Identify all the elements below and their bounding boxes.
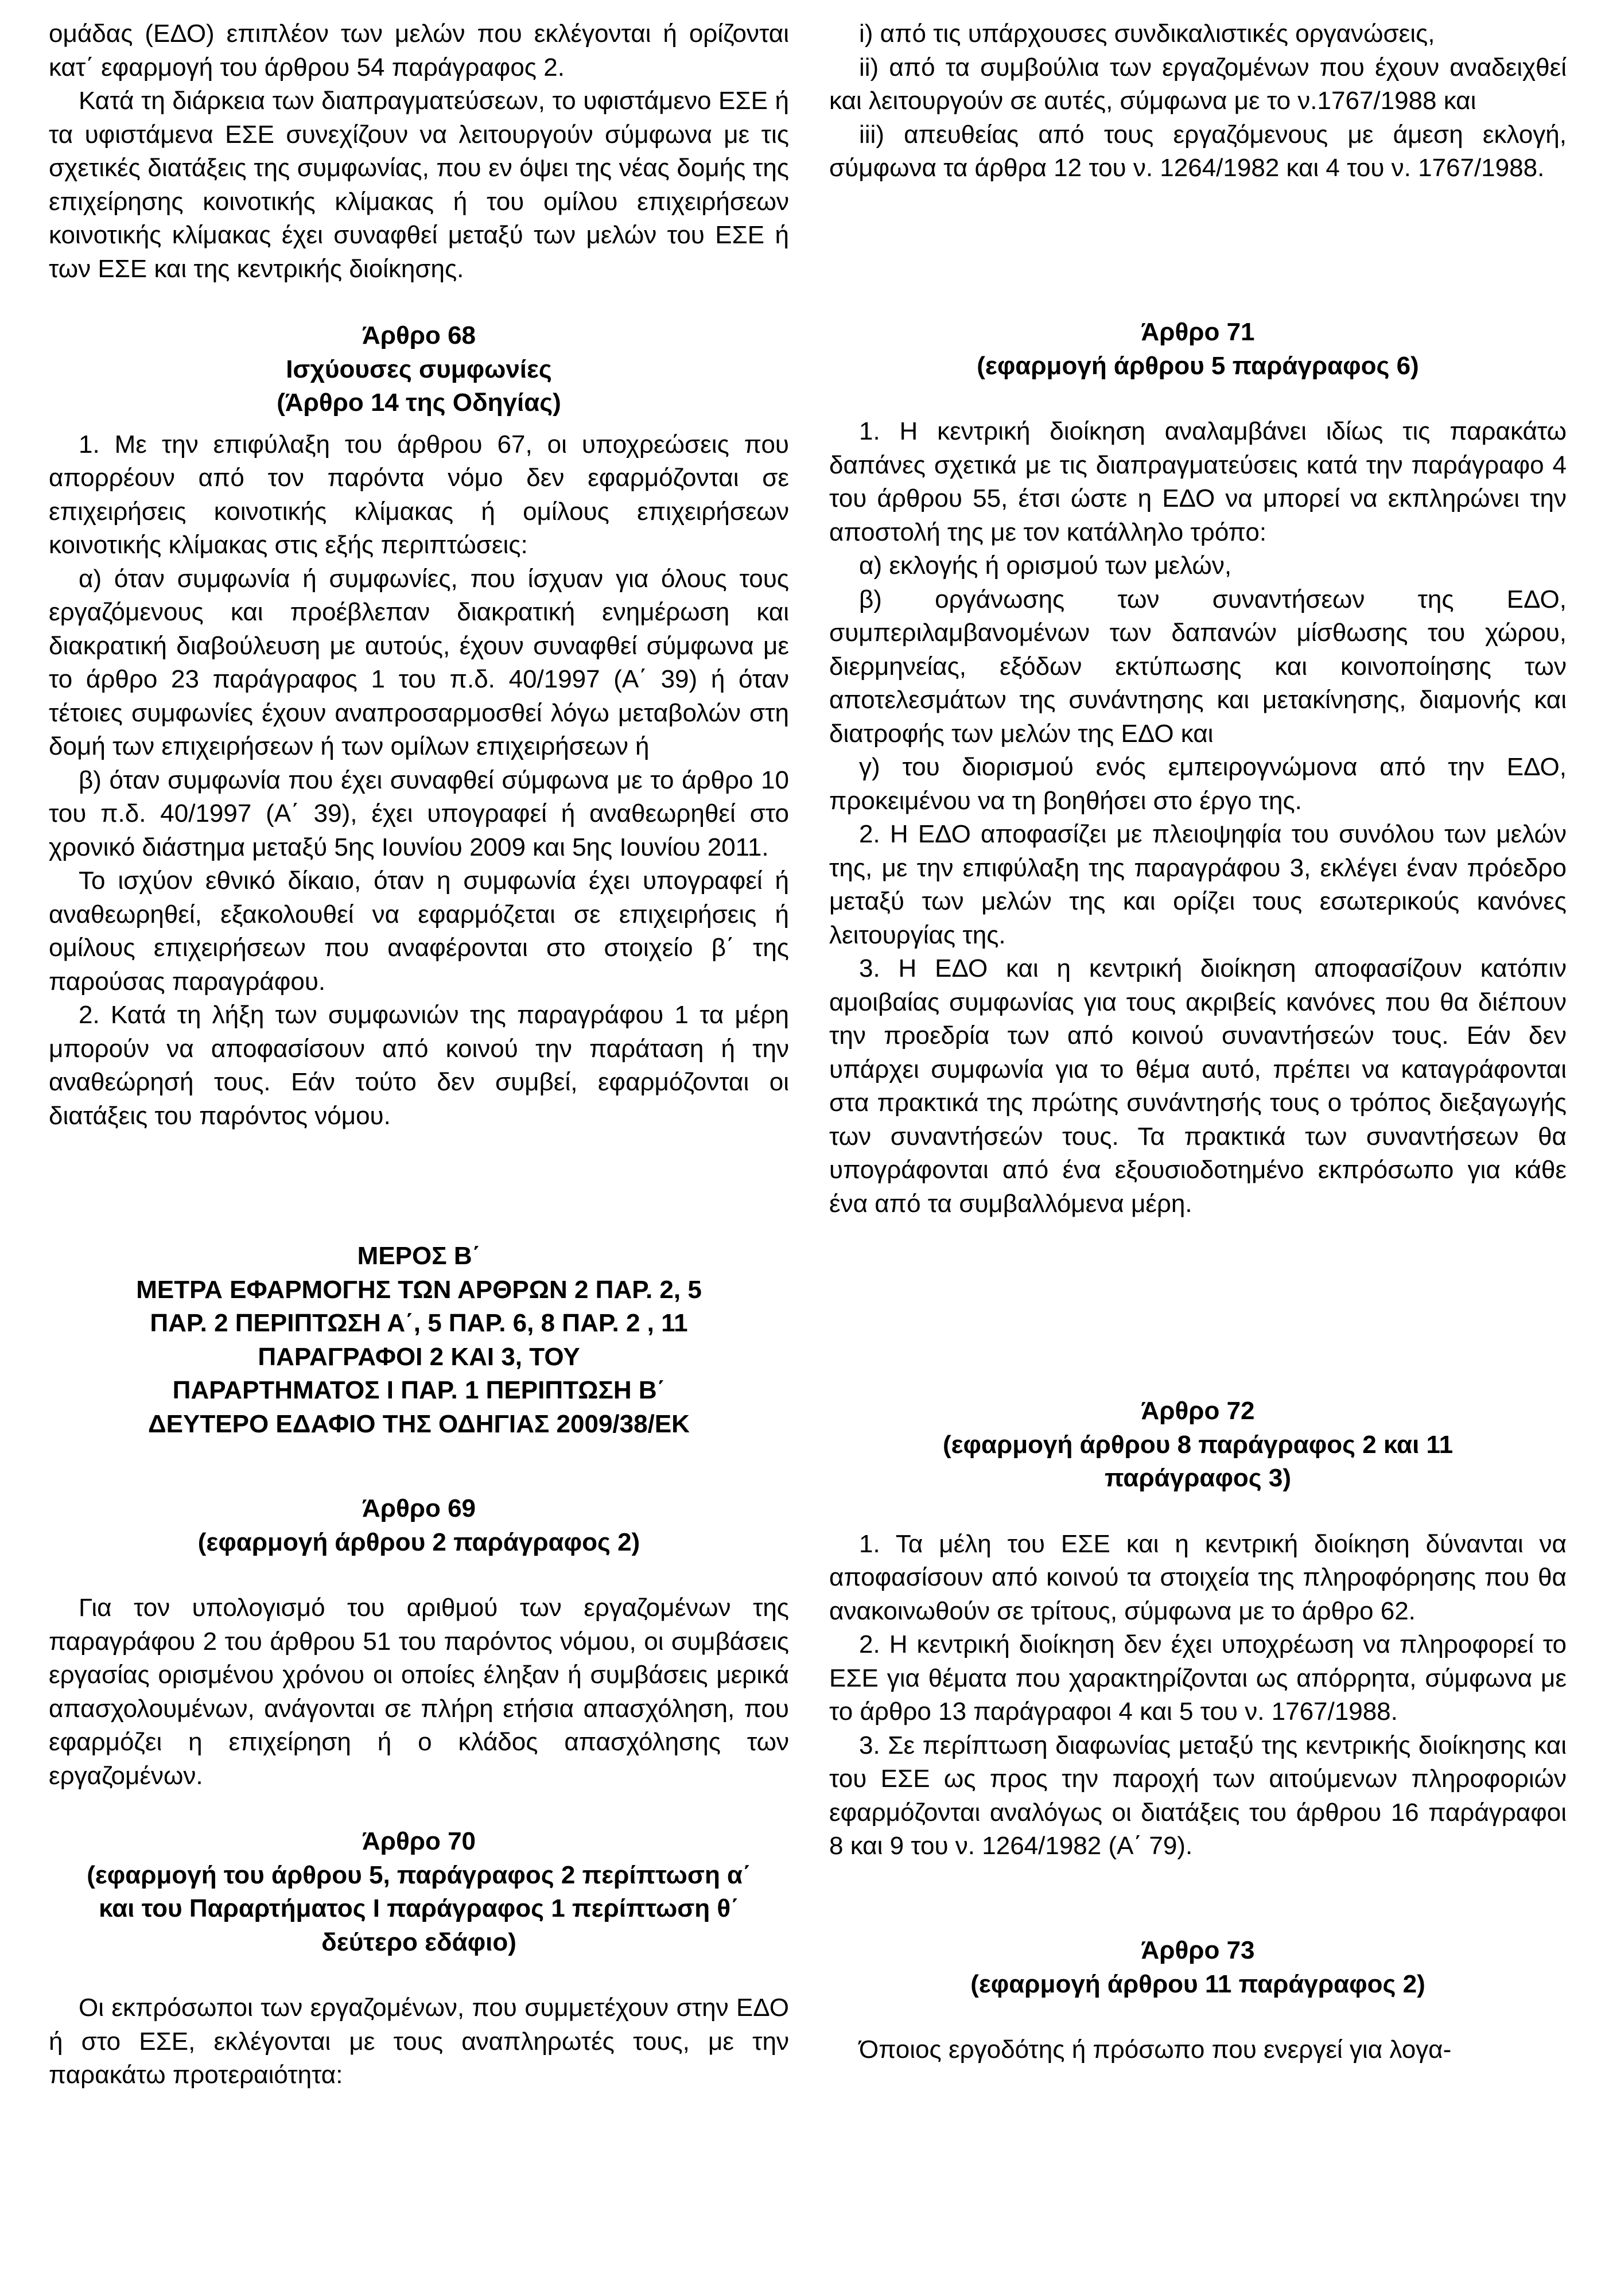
article-title: Άρθρο 69 (362, 1494, 476, 1522)
article-reference: (Άρθρο 14 της Οδηγίας) (277, 389, 561, 417)
paragraph: 3. Σε περίπτωση διαφωνίας μεταξύ της κεντρικής διοίκησης και του ΕΣΕ ως προς την παροχή των αιτούμενων πληροφοριών εφαρμόζονται αναλόγως οι διατάξεις του άρθρου 16 παράγραφοι 8 και 9 του ν. 1264/1982 (Α΄ 79). (829, 1731, 1567, 1860)
article-title: Άρθρο 70 (362, 1827, 476, 1855)
article-subtitle: Ισχύουσες συμφωνίες (286, 355, 552, 383)
article-reference: (εφαρμογή άρθρου 11 παράγραφος 2) (970, 1969, 1425, 1998)
paragraph: β) οργάνωσης των συναντήσεων της ΕΔΟ, συμπεριλαμβανομένων των δαπανών μίσθωσης του χώρου, διερμηνείας, εξόδων εκτύπωσης και κοινοποίησης των αποτελεσμάτων της συνάντησης και μετακίνησης, διαμονής και διατροφής των μελών της ΕΔΟ και (829, 585, 1567, 748)
part-title: ΜΕΡΟΣ Β΄ (357, 1242, 481, 1270)
article-reference: (εφαρμογή άρθρου 2 παράγραφος 2) (197, 1528, 640, 1556)
paragraph: 1. Με την επιφύλαξη του άρθρου 67, οι υποχρεώσεις που απορρέουν από τον παρόντα νόμο δεν εφαρμόζονται σε επιχειρήσεις κοινοτικής κλίμακας ή ομίλους επιχειρήσεων κοινοτικής κλίμακας στις εξής περιπτώσεις: (49, 430, 789, 559)
paragraph: Για τον υπολογισμό του αριθμού των εργαζομένων της παραγράφου 2 του άρθρου 51 του παρόντος νόμου, οι συμβάσεις εργασίας ορισμένου χρόνου οι οποίες έληξαν ή συμβάσεις μερικά απασχολουμένων, ανάγονται σε πλήρη ετήσια απασχόληση, που εφαρμόζει η επιχείρηση ή ο κλάδος απασχόλησης των εργαζομένων. (49, 1594, 789, 1790)
part-heading-line: ΔΕΥΤΕΡΟ ΕΔΑΦΙΟ ΤΗΣ ΟΔΗΓΙΑΣ 2009/38/ΕΚ (148, 1409, 690, 1438)
paragraph: 1. Τα μέλη του ΕΣΕ και η κεντρική διοίκηση δύνανται να αποφασίσουν από κοινού τα στοιχεία της πληροφόρησης που θα ανακοινωθούν σε τρίτους, σύμφωνα με το άρθρο 62. (829, 1529, 1567, 1625)
paragraph: Όποιος εργοδότης ή πρόσωπο που ενεργεί για λογα- (859, 2035, 1452, 2064)
article-reference-line: (εφαρμογή άρθρου 8 παράγραφος 2 και 11 (942, 1430, 1454, 1459)
paragraph: 1. Η κεντρική διοίκηση αναλαμβάνει ιδίως τις παρακάτω δαπάνες σχετικά με τις διαπραγματεύσεις κατά την παράγραφο 4 του άρθρου 55, έτσι ώστε η ΕΔΟ να μπορεί να εκπληρώνει την αποστολή της με τον κατάλληλο τρόπο: (829, 417, 1567, 546)
article-68 (49, 319, 789, 1133)
article-reference-line: και του Παραρτήματος Ι παράγραφος 1 περίπτωση θ΄ (99, 1894, 739, 1922)
paragraph: β) όταν συμφωνία που έχει συναφθεί σύμφωνα με το άρθρο 10 του π.δ. 40/1997 (Α΄ 39), έχει υπογραφεί ή αναθεωρηθεί στο χρονικό διάστημα μεταξύ 5ης Ιουνίου 2009 και 5ης Ιουνίου 2011. (49, 766, 789, 861)
selection-priority-list (829, 17, 1567, 185)
paragraph: ομάδας (ΕΔΟ) επιπλέον των μελών που εκλέγονται ή ορίζονται κατ΄ εφαρμογή του άρθρου 54 παράγραφος 2. (49, 20, 789, 81)
part-heading-line: ΜΕΤΡΑ ΕΦΑΡΜΟΓΗΣ ΤΩΝ ΑΡΘΡΩΝ 2 ΠΑΡ. 2, 5 (136, 1275, 702, 1304)
paragraph: α) όταν συμφωνία ή συμφωνίες, που ίσχυαν για όλους τους εργαζόμενους και προέβλεπαν διακρατική ενημέρωση και διακρατική διαβούλευση με αυτούς, έχουν συναφθεί σύμφωνα με το άρθρο 23 παράγραφος 1 του π.δ. 40/1997 (Α΄ 39) ή όταν τέτοιες συμφωνίες έχουν αναπροσαρμοσθεί λόγω μεταβολών στη δομή των επιχειρήσεων ή των ομίλων επιχειρήσεων ή (49, 564, 789, 760)
list-item: iii) απευθείας από τους εργαζόμενους με άμεση εκλογή, σύμφωνα τα άρθρα 12 του ν. 1264/1982 και 4 του ν. 1767/1988. (829, 120, 1567, 182)
article-reference-line: (εφαρμογή του άρθρου 5, παράγραφος 2 περίπτωση α΄ (87, 1860, 751, 1889)
paragraph: γ) του διορισμού ενός εμπειρογνώμονα από την ΕΔΟ, προκειμένου να τη βοηθήσει στο έργο της. (829, 753, 1567, 815)
article-reference-line: δεύτερο εδάφιο) (321, 1928, 516, 1956)
intro-section (49, 17, 789, 286)
article-reference: (εφαρμογή άρθρου 5 παράγραφος 6) (977, 351, 1419, 380)
paragraph: α) εκλογής ή ορισμού των μελών, (859, 551, 1232, 580)
paragraph: Το ισχύον εθνικό δίκαιο, όταν η συμφωνία έχει υπογραφεί ή αναθεωρηθεί, εξακολουθεί να εφαρμόζεται σε επιχειρήσεις ή ομίλους επιχειρήσεων που αναφέρονται στο στοιχείο β΄ της παρούσας παραγράφου. (49, 867, 789, 996)
article-72 (829, 1394, 1567, 1863)
paragraph: 2. Η κεντρική διοίκηση δεν έχει υποχρέωση να πληροφορεί το ΕΣΕ για θέματα που χαρακτηρίζονται ως απόρρητα, σύμφωνα με το άρθρο 13 παράγραφοι 4 και 5 του ν. 1767/1988. (829, 1630, 1567, 1726)
part-heading-line: ΠΑΡΑΡΤΗΜΑΤΟΣ Ι ΠΑΡ. 1 ΠΕΡΙΠΤΩΣΗ Β΄ (172, 1376, 666, 1404)
article-title: Άρθρο 68 (362, 321, 476, 349)
part-heading-line: ΠΑΡ. 2 ΠΕΡΙΠΤΩΣΗ Α΄, 5 ΠΑΡ. 6, 8 ΠΑΡ. 2 , 11 (150, 1309, 688, 1337)
article-71 (829, 316, 1567, 1221)
article-70 (49, 1825, 789, 2092)
paragraph: Κατά τη διάρκεια των διαπραγματεύσεων, το υφιστάμενο ΕΣΕ ή τα υφιστάμενα ΕΣΕ συνεχίζουν να λειτουργούν σύμφωνα με τις σχετικές διατάξεις της συμφωνίας, που εν όψει της νέας δομής της επιχείρησης κοινοτικής κλίμακας ή του ομίλου επιχειρήσεων κοινοτικής κλίμακας έχει συναφθεί μεταξύ των μελών του ΕΣΕ ή των ΕΣΕ και της κεντρικής διοίκησης. (49, 87, 789, 283)
article-69 (49, 1492, 789, 1793)
part-b-heading (49, 1240, 789, 1441)
part-heading-line: ΠΑΡΑΓΡΑΦΟΙ 2 ΚΑΙ 3, ΤΟΥ (258, 1342, 580, 1371)
article-title: Άρθρο 73 (1141, 1936, 1255, 1964)
list-item: ii) από τα συμβούλια των εργαζομένων που έχουν αναδειχθεί και λειτουργούν σε αυτές, σύμφωνα με το ν.1767/1988 και (829, 53, 1567, 115)
paragraph: 3. Η ΕΔΟ και η κεντρική διοίκηση αποφασίζουν κατόπιν αμοιβαίας συμφωνίας για τους ακριβείς κανόνες που θα διέπουν την προεδρία των από κοινού συναντήσεών τους. Εάν δεν υπάρχει συμφωνία για το θέμα αυτό, πρέπει να καταγράφονται στα πρακτικά της πρώτης συνάντησής τους ο τρόπος διεξαγωγής των συναντήσεών τους. Τα πρακτικά των συναντήσεων θα υπογράφονται από ένα εξουσιοδοτημένο εκπρόσωπο για κάθε ένα από τα συμβαλλόμενα μέρη. (829, 954, 1567, 1218)
article-73 (829, 1934, 1567, 2067)
paragraph: Οι εκπρόσωποι των εργαζομένων, που συμμετέχουν στην ΕΔΟ ή στο ΕΣΕ, εκλέγονται με τους αναπληρωτές τους, με την παρακάτω προτεραιότητα: (49, 1994, 789, 2089)
paragraph: 2. Κατά τη λήξη των συμφωνιών της παραγράφου 1 τα μέρη μπορούν να αποφασίσουν από κοινού την παράταση ή την αναθεώρησή τους. Εάν τούτο δεν συμβεί, εφαρμόζονται οι διατάξεις του παρόντος νόμου. (49, 1001, 789, 1130)
article-title: Άρθρο 72 (1141, 1397, 1255, 1425)
list-item: i) από τις υπάρχουσες συνδικαλιστικές οργανώσεις, (859, 20, 1435, 48)
article-title: Άρθρο 71 (1141, 318, 1255, 346)
article-reference-line: παράγραφος 3) (1104, 1464, 1292, 1492)
paragraph: 2. Η ΕΔΟ αποφασίζει με πλειοψηφία του συνόλου των μελών της, με την επιφύλαξη της παραγράφου 3, εκλέγει έναν πρόεδρο μεταξύ των μελών της και ορίζει τους εσωτερικούς κανόνες λειτουργίας της. (829, 820, 1567, 949)
